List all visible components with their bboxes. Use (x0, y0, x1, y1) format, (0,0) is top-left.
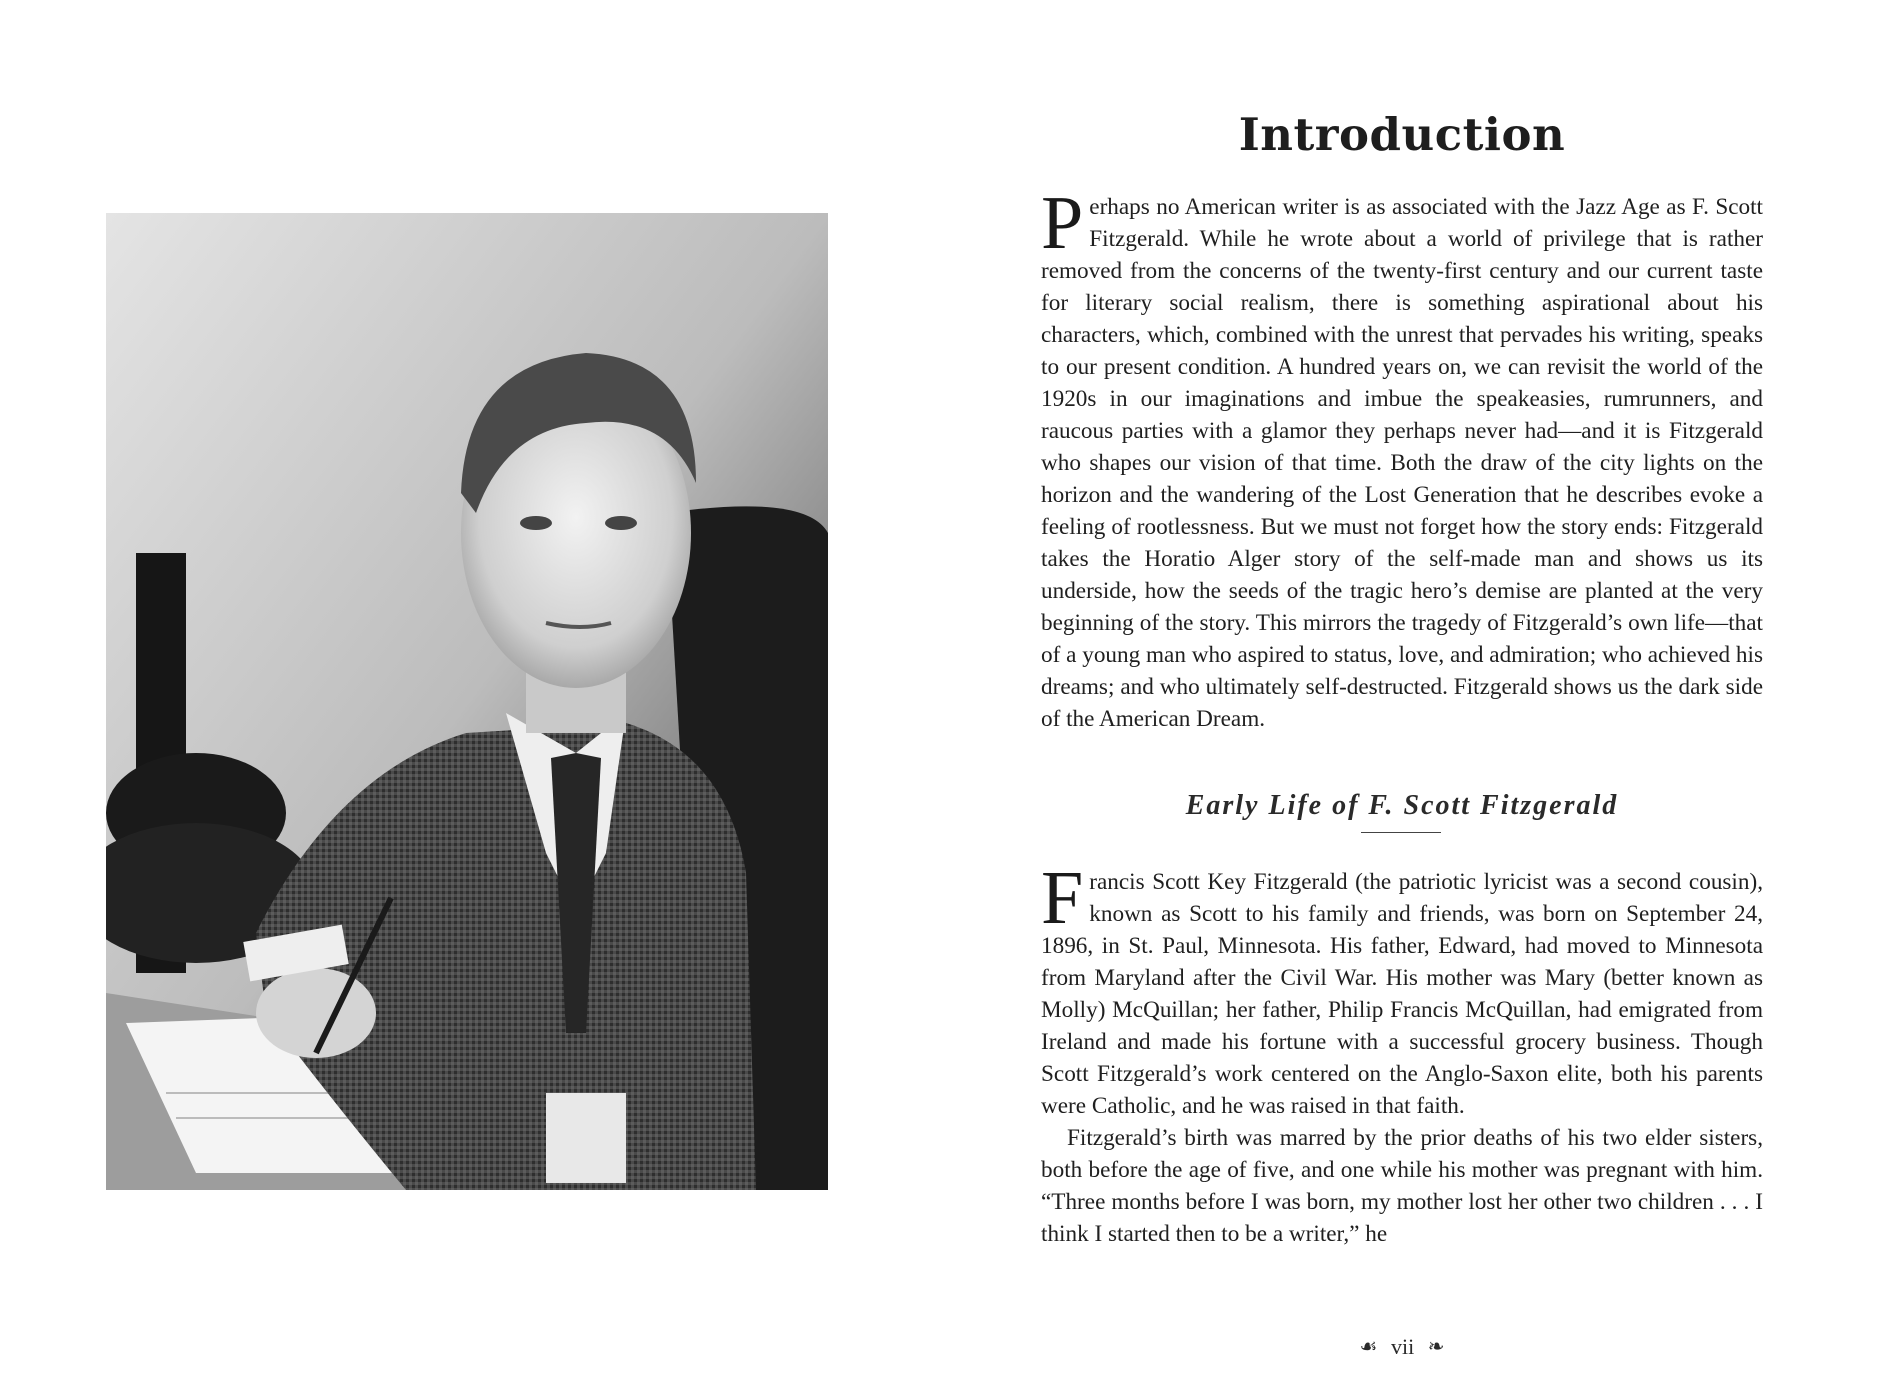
early-life-text: rancis Scott Key Fitzgerald (the patriotic lyricist was a second cousin), known as Scott to his family and friends, was born on September 24, 1896, in St. Paul, Minnesota. His father, Edward, had moved to Minnesota from Maryland after the Civil War. His mother was Mary (better known as Molly) McQuillan; her father, Philip Francis McQuillan, had emigrated from Ireland and made his fortune with a successful grocery business. Though Scott Fitzgerald’s work centered on the Anglo-Saxon elite, both his parents were Catholic, and he was raised in that faith. (1041, 869, 1763, 1119)
intro-text: erhaps no American writer is as associated with the Jazz Age as F. Scott Fitzgerald. While he wrote about a world of privilege that is rather removed from the concerns of the twenty-first century and our current taste for literary social realism, there is something aspirational about his characters, which, combined with the unrest that pervades his writing, speaks to our present condition. A hundred years on, we can revisit the world of the 1920s in our imaginations and imbue the speakeasies, rumrunners, and raucous parties with a glamor they perhaps never had—and it is Fitzgerald who shapes our vision of that time. Both the draw of the city lights on the horizon and the wandering of the Lost Generation that he describes evoke a feeling of rootlessness. But we must not forget how the story ends: Fitzgerald takes the Horatio Alger story of the self-made man and shows us its underside, how the seeds of the tragic hero’s demise are planted at the very beginning of the story. This mirrors the tragedy of Fitzgerald’s own life—that of a young man who aspired to status, love, and admiration; who achieved his dreams; and who ultimately self-destructed. Fitzgerald shows us the dark side of the American Dream. (1041, 194, 1763, 732)
fleuron-left-icon: ☙ (1359, 1336, 1378, 1359)
early-life-paragraph-2: Fitzgerald’s birth was marred by the prior deaths of his two elder sisters, both before the age of five, and one while his mother was pregnant with him. “Three months before I was born, my mother lost her other two children . . . I think I started then to be a writer,” he (1041, 1125, 1763, 1247)
intro-section (1041, 181, 1763, 735)
portrait-photo (106, 213, 828, 1190)
early-life-section (1041, 856, 1763, 1250)
page-number: vii (1390, 1333, 1415, 1359)
intro-dropcap: P (1041, 181, 1084, 265)
subheading-underline (1361, 832, 1441, 833)
early-life-dropcap: F (1041, 856, 1084, 940)
early-life-paragraph-1 (1041, 856, 1763, 1122)
section-subheading: Early Life of F. Scott Fitzgerald (1185, 790, 1619, 821)
page-footer (1041, 1332, 1763, 1360)
fleuron-right-icon: ❧ (1427, 1336, 1445, 1359)
chapter-title: Introduction (1238, 108, 1566, 161)
intro-paragraph (1041, 181, 1763, 735)
